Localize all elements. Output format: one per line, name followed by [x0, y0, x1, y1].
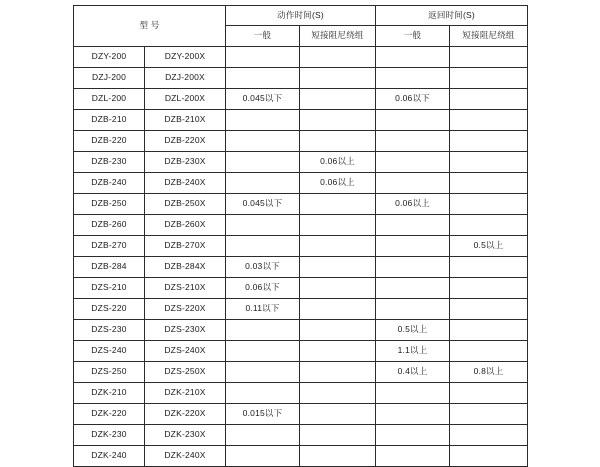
- cell-model-x: DZB-240X: [145, 173, 226, 194]
- cell-action-general: [226, 341, 300, 362]
- cell-action-damping: [300, 383, 376, 404]
- table-header: [74, 6, 528, 47]
- cell-return-damping: [450, 425, 528, 446]
- cell-action-damping: [300, 404, 376, 425]
- cell-action-general: [226, 320, 300, 341]
- table-row: [74, 404, 528, 425]
- cell-return-damping: 0.5以上: [450, 236, 528, 257]
- cell-action-general: [226, 131, 300, 152]
- cell-model: DZB-270: [74, 236, 145, 257]
- table-row: [74, 320, 528, 341]
- cell-action-general: 0.03以下: [226, 257, 300, 278]
- table-row: [74, 47, 528, 68]
- cell-model-x: DZS-230X: [145, 320, 226, 341]
- cell-model-x: DZB-210X: [145, 110, 226, 131]
- cell-model: DZS-250: [74, 362, 145, 383]
- cell-model-x: DZJ-200X: [145, 68, 226, 89]
- cell-model-x: DZB-260X: [145, 215, 226, 236]
- cell-action-general: [226, 446, 300, 467]
- table-row: [74, 194, 528, 215]
- cell-action-damping: [300, 299, 376, 320]
- cell-return-damping: [450, 257, 528, 278]
- cell-model-x: DZS-240X: [145, 341, 226, 362]
- cell-action-general: 0.015以下: [226, 404, 300, 425]
- cell-action-general: [226, 215, 300, 236]
- cell-return-damping: [450, 194, 528, 215]
- cell-return-damping: [450, 320, 528, 341]
- cell-model: DZB-230: [74, 152, 145, 173]
- cell-action-damping: [300, 425, 376, 446]
- cell-return-general: [376, 131, 450, 152]
- cell-return-damping: [450, 299, 528, 320]
- cell-action-damping: [300, 194, 376, 215]
- cell-model-x: DZB-250X: [145, 194, 226, 215]
- cell-return-general: [376, 68, 450, 89]
- cell-action-damping: 0.06以上: [300, 152, 376, 173]
- cell-action-damping: [300, 131, 376, 152]
- header-action-time: 动作时间(S): [226, 6, 376, 26]
- cell-action-damping: [300, 68, 376, 89]
- header-return-time: 返回时间(S): [376, 6, 528, 26]
- cell-model-x: DZS-210X: [145, 278, 226, 299]
- cell-action-general: [226, 362, 300, 383]
- cell-return-damping: [450, 383, 528, 404]
- cell-return-damping: 0.8以上: [450, 362, 528, 383]
- cell-return-damping: [450, 152, 528, 173]
- cell-return-damping: [450, 215, 528, 236]
- cell-return-damping: [450, 110, 528, 131]
- cell-model-x: DZB-284X: [145, 257, 226, 278]
- cell-return-damping: [450, 446, 528, 467]
- cell-model: DZK-240: [74, 446, 145, 467]
- cell-action-general: 0.045以下: [226, 194, 300, 215]
- header-action-damping: 短接阻尼绕组: [300, 26, 376, 47]
- cell-model: DZB-284: [74, 257, 145, 278]
- table-row: [74, 68, 528, 89]
- cell-model-x: DZB-220X: [145, 131, 226, 152]
- cell-return-general: 0.06以下: [376, 89, 450, 110]
- cell-action-damping: [300, 215, 376, 236]
- header-return-damping: 短接阻尼绕组: [450, 26, 528, 47]
- cell-action-general: [226, 236, 300, 257]
- cell-return-general: [376, 446, 450, 467]
- table-body: [74, 47, 528, 467]
- table-row: [74, 383, 528, 404]
- header-model: 型 号: [74, 6, 226, 47]
- table-row: [74, 425, 528, 446]
- cell-model: DZY-200: [74, 47, 145, 68]
- cell-return-damping: [450, 47, 528, 68]
- cell-model: DZK-230: [74, 425, 145, 446]
- cell-model-x: DZL-200X: [145, 89, 226, 110]
- cell-action-damping: [300, 47, 376, 68]
- cell-action-general: [226, 383, 300, 404]
- cell-model: DZS-240: [74, 341, 145, 362]
- cell-action-damping: [300, 446, 376, 467]
- cell-return-general: [376, 404, 450, 425]
- cell-return-damping: [450, 341, 528, 362]
- cell-model: DZJ-200: [74, 68, 145, 89]
- cell-model-x: DZY-200X: [145, 47, 226, 68]
- cell-action-general: [226, 68, 300, 89]
- cell-action-general: [226, 152, 300, 173]
- cell-model-x: DZK-210X: [145, 383, 226, 404]
- cell-action-damping: [300, 236, 376, 257]
- table-row: [74, 299, 528, 320]
- cell-return-general: [376, 47, 450, 68]
- cell-model: DZS-220: [74, 299, 145, 320]
- cell-action-general: [226, 110, 300, 131]
- cell-model: DZL-200: [74, 89, 145, 110]
- cell-return-general: [376, 278, 450, 299]
- cell-model-x: DZK-230X: [145, 425, 226, 446]
- cell-model: DZS-230: [74, 320, 145, 341]
- cell-return-general: 0.4以上: [376, 362, 450, 383]
- cell-return-general: [376, 110, 450, 131]
- cell-model-x: DZS-250X: [145, 362, 226, 383]
- cell-action-general: 0.045以下: [226, 89, 300, 110]
- cell-model: DZB-220: [74, 131, 145, 152]
- cell-return-damping: [450, 404, 528, 425]
- cell-model: DZB-210: [74, 110, 145, 131]
- cell-action-general: 0.11以下: [226, 299, 300, 320]
- cell-action-damping: [300, 320, 376, 341]
- cell-action-damping: [300, 362, 376, 383]
- cell-return-general: 1.1以上: [376, 341, 450, 362]
- cell-action-damping: 0.06以上: [300, 173, 376, 194]
- cell-action-general: [226, 173, 300, 194]
- specification-table: [73, 5, 528, 467]
- table-header-row-1: [74, 6, 528, 26]
- cell-return-general: 0.06以上: [376, 194, 450, 215]
- cell-model-x: DZB-230X: [145, 152, 226, 173]
- cell-model-x: DZK-220X: [145, 404, 226, 425]
- cell-action-general: [226, 47, 300, 68]
- cell-return-general: [376, 299, 450, 320]
- table-row: [74, 278, 528, 299]
- table-row: [74, 362, 528, 383]
- table-row: [74, 152, 528, 173]
- cell-model: DZB-240: [74, 173, 145, 194]
- cell-return-general: [376, 173, 450, 194]
- cell-model-x: DZB-270X: [145, 236, 226, 257]
- cell-return-general: [376, 383, 450, 404]
- cell-model-x: DZS-220X: [145, 299, 226, 320]
- table-row: [74, 89, 528, 110]
- cell-return-general: 0.5以上: [376, 320, 450, 341]
- table-row: [74, 446, 528, 467]
- cell-action-general: 0.06以下: [226, 278, 300, 299]
- cell-return-general: [376, 152, 450, 173]
- table-row: [74, 110, 528, 131]
- cell-model: DZK-220: [74, 404, 145, 425]
- cell-model-x: DZK-240X: [145, 446, 226, 467]
- cell-model: DZS-210: [74, 278, 145, 299]
- cell-return-general: [376, 257, 450, 278]
- cell-action-damping: [300, 110, 376, 131]
- table-row: [74, 131, 528, 152]
- cell-return-damping: [450, 131, 528, 152]
- cell-return-general: [376, 215, 450, 236]
- table-row: [74, 257, 528, 278]
- cell-model: DZK-210: [74, 383, 145, 404]
- cell-return-general: [376, 236, 450, 257]
- header-action-general: 一般: [226, 26, 300, 47]
- cell-return-damping: [450, 68, 528, 89]
- cell-action-damping: [300, 89, 376, 110]
- cell-action-damping: [300, 257, 376, 278]
- header-return-general: 一般: [376, 26, 450, 47]
- table-row: [74, 215, 528, 236]
- cell-model: DZB-250: [74, 194, 145, 215]
- table-row: [74, 236, 528, 257]
- table-row: [74, 173, 528, 194]
- cell-action-damping: [300, 278, 376, 299]
- cell-model: DZB-260: [74, 215, 145, 236]
- table-row: [74, 341, 528, 362]
- cell-return-damping: [450, 173, 528, 194]
- cell-action-damping: [300, 341, 376, 362]
- cell-action-general: [226, 425, 300, 446]
- cell-return-damping: [450, 278, 528, 299]
- cell-return-damping: [450, 89, 528, 110]
- cell-return-general: [376, 425, 450, 446]
